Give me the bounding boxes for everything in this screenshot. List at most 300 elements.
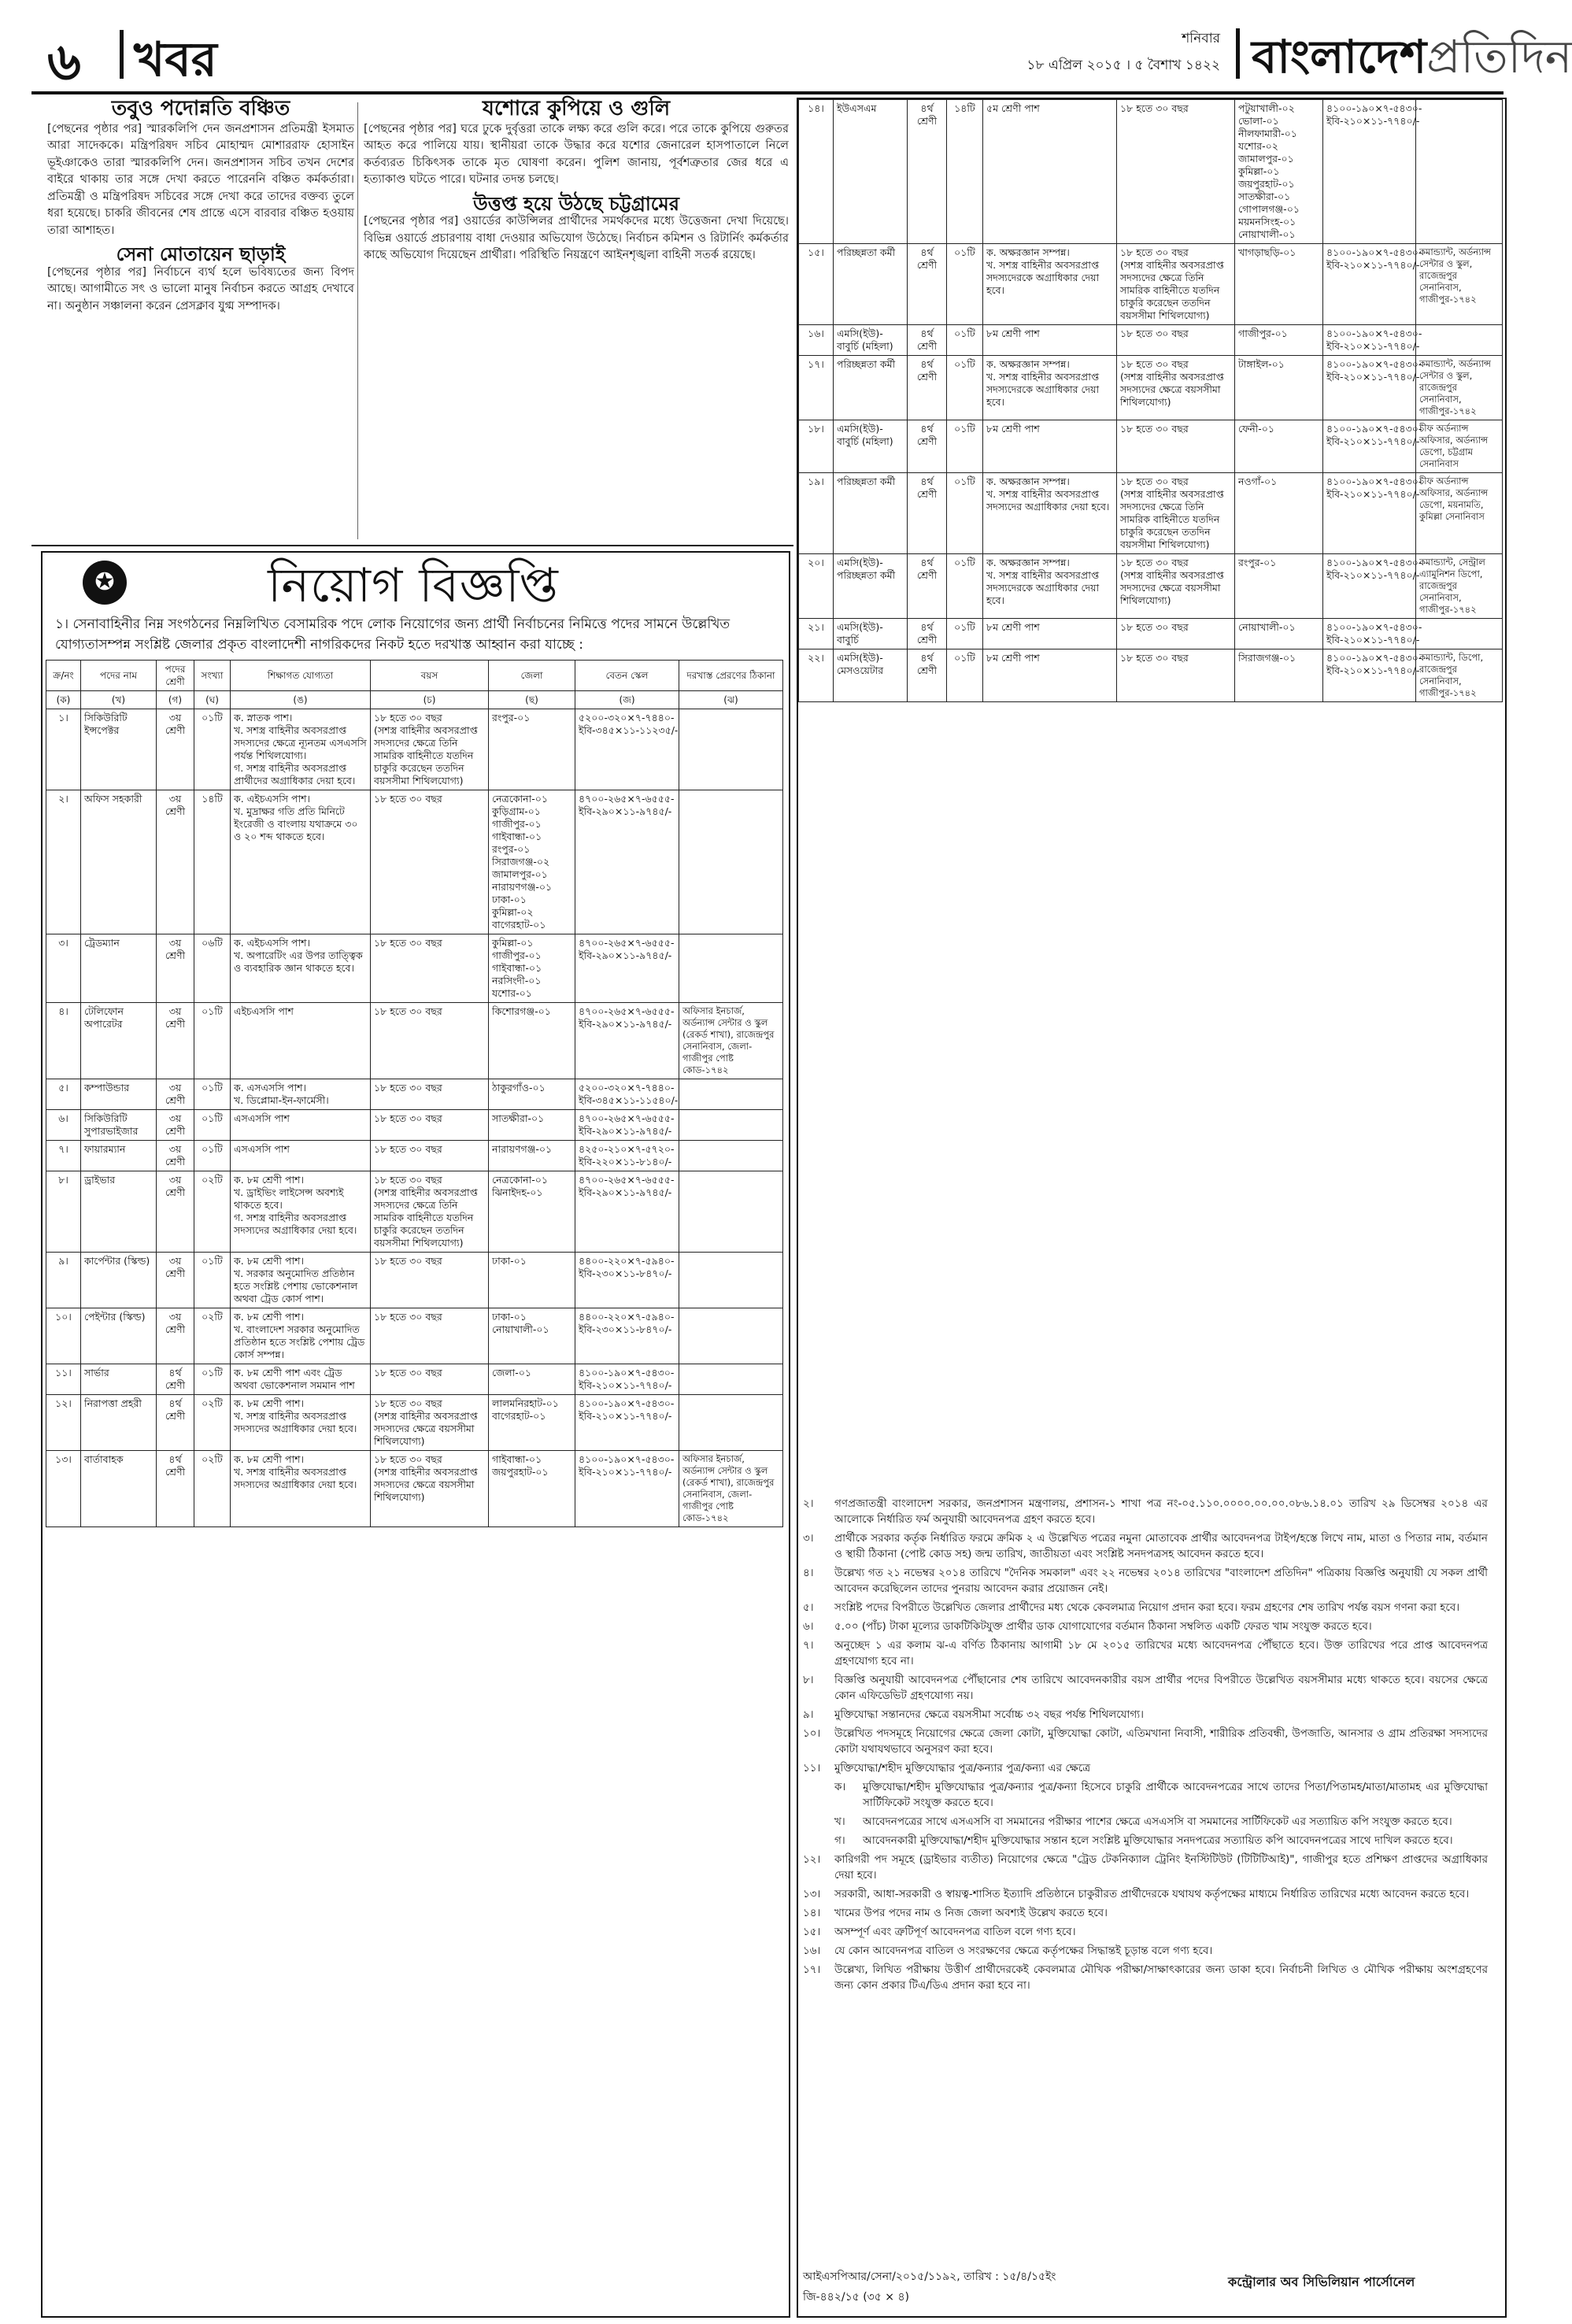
age-cell: ১৮ হতে ৩০ বছর (সশস্ত্র বাহিনীর অবসরপ্রাপ্ত সদস্যদের ক্ষেত্রে বয়সসীমা শিথিলযোগ্য) <box>371 1395 489 1451</box>
pay-scale-cell: ৪৭০০-২৬৫×৭-৬৫৫৫-ইবি-২৯০×১১-৯৭৪৫/- <box>575 934 679 1003</box>
age-cell: ১৮ হতে ৩০ বছর (সশস্ত্র বাহিনীর অবসরপ্রাপ্ত সদস্যদের ক্ষেত্রে তিনি সামরিক বাহিনীতে যতদিন চাকুরি করেছেন ততদিন বয়সসীমা শিথিলযোগ্য) <box>1117 473 1235 554</box>
district-cell: সাতক্ষীরা-০১ <box>489 1110 575 1141</box>
district-cell: নারায়ণগঞ্জ-০১ <box>489 1141 575 1171</box>
post-count-cell: ০২টি <box>194 1451 231 1527</box>
qualification-cell: ক. ৮ম শ্রেণী পাশ। খ. সরকার অনুমোদিত প্রতিষ্ঠান হতে সংশ্লিষ্ট পেশায় ভোকেশনাল অথবা ট্রেড কোর্স পাশ। <box>231 1253 371 1308</box>
pay-scale-cell: ৫২০০-৩২০×৭-৭৪৪০-ইবি-৩৪৫×১১-১১২৩৫/- <box>575 709 679 790</box>
condition-text: বিজ্ঞপ্তি অনুযায়ী আবেদনপত্র পৌঁছানোর শেষ তারিখে আবেদনকারীর বয়স প্রার্থীর পদের বিপরীতে উল্লেখিত বয়সসীমার মধ্যে থাকতে হবে। বয়সের ক্ষেত্রে কোন এফিডেভিট গ্রহণযোগ্য নয়। <box>834 1674 1488 1702</box>
post-name-cell: এমসি(ইউ)-পরিচ্ছন্নতা কর্মী <box>834 554 908 619</box>
table-header-letter: (খ) <box>81 691 157 709</box>
post-name-cell: ড্রাইভার <box>81 1171 157 1253</box>
table-row <box>799 244 1503 325</box>
post-name-cell: অফিস সহকারী <box>81 790 157 934</box>
condition-number: ৬। <box>803 1620 814 1633</box>
condition-text: যে কোন আবেদনপত্র বাতিল ও সংরক্ষণের ক্ষেত্রে কর্তৃপক্ষের সিদ্ধান্তই চূড়ান্ত বলে গণ্য হবে। <box>834 1945 1213 1957</box>
condition-text: উল্লেখিত পদসমূহে নিয়োগের ক্ষেত্রে জেলা কোটা, মুক্তিযোদ্ধা কোটা, এতিমখানা নিবাসী, শারীরিক প্রতিবন্ধী, উপজাতি, আনসার ও গ্রাম প্রতিরক্ষা সদস্যদের কোটা যথাযথভাবে অনুসরণ করা হবে। <box>834 1727 1488 1756</box>
sub-condition-text: মুক্তিযোদ্ধা/শহীদ মুক্তিযোদ্ধার পুত্র/কন্যার পুত্র/কন্যা হিসেবে চাকুরি প্রার্থীকে আবেদনপত্রের সাথে তাদের পিতা/পিতামহ/মাতা/মাতামহ এর মুক্তিযোদ্ধা সার্টিফিকেট সংযুক্ত করতে হবে। <box>863 1781 1488 1809</box>
pay-scale-cell: ৪১০০-১৯০×৭-৫৪৩০-ইবি-২১০×১১-৭৭৪০/- <box>575 1364 679 1395</box>
district-cell: নোয়াখালী-০১ <box>1235 619 1323 649</box>
district-cell: গাইবান্ধা-০১ জয়পুরহাট-০১ <box>489 1451 575 1527</box>
condition-number: ১১। <box>803 1762 821 1774</box>
serial-cell: ১৫। <box>799 244 834 325</box>
news-column-left <box>47 97 354 542</box>
post-count-cell: ০১টি <box>947 356 983 420</box>
condition-text: প্রার্থীকে সরকার কর্তৃক নির্ধারিত ফরমে ক্রমিক ২ এ উল্লেখিত পত্রের নমুনা মোতাবেক প্রার্থীর আবেদনপত্র টাইপ/হস্তে লিখে নাম, মাতা ও পিতার নাম, বর্তমান ও স্থায়ী ঠিকানা (পোষ্ট কোড সহ) জন্ম তারিখ, জাতীয়তা এবং সংশ্লিষ্ট সনদপত্রসহ আবেদন করতে হবে। <box>834 1532 1488 1560</box>
table-row <box>46 1364 783 1395</box>
post-name-cell: ফায়ারম্যান <box>81 1141 157 1171</box>
post-name-cell: এমসি(ইউ)-বাবুর্চি (মহিলা) <box>834 420 908 473</box>
masthead <box>31 16 1572 94</box>
age-cell: ১৮ হতে ৩০ বছর (সশস্ত্র বাহিনীর অবসরপ্রাপ্ত সদস্যদের ক্ষেত্রে বয়সসীমা শিথিলযোগ্য) <box>1117 356 1235 420</box>
post-class-cell: ৩য় শ্রেণী <box>157 790 194 934</box>
condition-number: ৩। <box>803 1532 814 1545</box>
ad-title: নিয়োগ বিজ্ঞপ্তি <box>268 558 559 613</box>
table-header-letter: (চ) <box>371 691 489 709</box>
post-class-cell: ৩য় শ্রেণী <box>157 1141 194 1171</box>
sub-condition-text: আবেদনপত্রের সাথে এসএসসি বা সমমানের পরীক্ষার পাশের ক্ষেত্রে এসএসসি বা সমমানের সার্টিফিকেট এর সত্যায়িত কপি সংযুক্ত করতে হবে। <box>863 1815 1452 1828</box>
condition-number: ২। <box>803 1497 814 1510</box>
news-column-right <box>364 97 789 542</box>
post-count-cell: ০১টি <box>194 1110 231 1141</box>
district-cell: লালমনিরহাট-০১ বাগেরহাট-০১ <box>489 1395 575 1451</box>
brand-divider <box>1236 28 1240 79</box>
condition-item <box>803 1619 1488 1634</box>
page-number: ৬ <box>47 31 81 92</box>
condition-text: সরকারী, আধা-সরকারী ও স্বায়ত্ব-শাসিত ইত্যাদি প্রতিষ্ঠানে চাকুরীরত প্রার্থীদেরকে যথাযথ কর্তৃপক্ষের মাধ্যমে নির্ধারিত তারিখের মধ্যে আবেদন করতে হবে। <box>834 1888 1470 1900</box>
table-header-cell: বয়স <box>371 661 489 691</box>
news-body: [পেছনের পৃষ্ঠার পর] ঘরে ঢুকে দুর্বৃত্তরা তাকে লক্ষ্য করে গুলি করে। পরে তাকে কুপিয়ে গুরুতর আহত করে পালিয়ে যায়। স্থানীয়রা তাকে উদ্ধার করে যশোর জেনারেল হাসপাতালে নিলে কর্তব্যরত চিকিৎসক তাকে মৃত ঘোষণা করেন। পুলিশ জানায়, পূর্বশত্রুতার জের ধরে এ হত্যাকাণ্ড ঘটতে পারে। ঘটনার তদন্ত চলছে। <box>364 122 789 186</box>
address-cell <box>679 1253 783 1308</box>
serial-cell: ১। <box>46 709 81 790</box>
pay-scale-cell: ৪৭০০-২৬৫×৭-৬৫৫৫-ইবি-২৯০×১১-৯৭৪৫/- <box>575 1003 679 1079</box>
post-class-cell: ৪র্থ শ্রেণী <box>908 554 947 619</box>
condition-number: ১০। <box>803 1727 821 1740</box>
post-count-cell: ০১টি <box>194 1253 231 1308</box>
address-cell <box>679 709 783 790</box>
post-class-cell: ৩য় শ্রেণী <box>157 1171 194 1253</box>
post-count-cell: ০২টি <box>194 1308 231 1364</box>
serial-cell: ১৬। <box>799 325 834 356</box>
qualification-cell: ৮ম শ্রেণী পাশ <box>983 420 1117 473</box>
condition-item <box>803 1943 1488 1959</box>
table-header-letter: (জ) <box>575 691 679 709</box>
post-class-cell: ৪র্থ শ্রেণী <box>908 619 947 649</box>
post-count-cell: ০১টি <box>947 244 983 325</box>
issue-day: শনিবার <box>1182 31 1220 46</box>
qualification-cell: ক. অক্ষরজ্ঞান সম্পন্ন। খ. সশস্ত্র বাহিনীর অবসরপ্রাপ্ত সদস্যদের অগ্রাধিকার দেয়া হবে। <box>983 473 1117 554</box>
qualification-cell: ৫ম শ্রেণী পাশ <box>983 100 1117 244</box>
table-row <box>46 1110 783 1141</box>
age-cell: ১৮ হতে ৩০ বছর <box>1117 100 1235 244</box>
post-name-cell: কার্পেন্টার (স্কিল্ড) <box>81 1253 157 1308</box>
qualification-cell: ক. অক্ষরজ্ঞান সম্পন্ন। খ. সশস্ত্র বাহিনীর অবসরপ্রাপ্ত সদস্যদেরকে অগ্রাধিকার দেয়া হবে। <box>983 554 1117 619</box>
district-cell: টাঙ্গাইল-০১ <box>1235 356 1323 420</box>
brand-left: বাংলাদেশ <box>1252 30 1427 83</box>
qualification-cell: ক. অক্ষরজ্ঞান সম্পন্ন। খ. সশস্ত্র বাহিনীর অবসরপ্রাপ্ত সদস্যদেরকে অগ্রাধিকার দেয়া হবে। <box>983 356 1117 420</box>
pay-scale-cell: ৪১০০-১৯০×৭-৫৪৩০-ইবি-২১০×১১-৭৭৪০/- <box>1323 325 1416 356</box>
table-row <box>799 554 1503 619</box>
post-name-cell: পরিচ্ছন্নতা কর্মী <box>834 244 908 325</box>
condition-item <box>803 1707 1488 1723</box>
post-name-cell: ট্রেডম্যান <box>81 934 157 1003</box>
address-cell <box>679 1171 783 1253</box>
qualification-cell: এসএসসি পাশ <box>231 1141 371 1171</box>
table-row <box>46 934 783 1003</box>
condition-item <box>803 1496 1488 1527</box>
condition-number: ৭। <box>803 1639 814 1652</box>
newspaper-logo <box>1252 22 1572 98</box>
post-count-cell: ০২টি <box>194 1171 231 1253</box>
post-class-cell: ৩য় শ্রেণী <box>157 709 194 790</box>
condition-text: মুক্তিযোদ্ধা/শহীদ মুক্তিযোদ্ধার পুত্র/কন্যার পুত্র/কন্যা এর ক্ষেত্রে <box>834 1762 1091 1774</box>
post-count-cell: ০১টি <box>194 1003 231 1079</box>
post-count-cell: ০১টি <box>194 709 231 790</box>
address-cell: কমান্ড্যান্ট, অর্ডন্যান্স সেন্টার ও স্কুল, রাজেন্দ্রপুর সেনানিবাস, গাজীপুর-১৭৪২ <box>1416 244 1503 325</box>
serial-cell: ২। <box>46 790 81 934</box>
district-cell: ঢাকা-০১ নোয়াখালী-০১ <box>489 1308 575 1364</box>
table-header-letter: (ঘ) <box>194 691 231 709</box>
post-class-cell: ৪র্থ শ্রেণী <box>908 420 947 473</box>
district-cell: রংপুর-০১ <box>489 709 575 790</box>
condition-item <box>803 1905 1488 1921</box>
sub-condition-item <box>834 1833 1488 1848</box>
condition-number: ১৬। <box>803 1945 821 1957</box>
pay-scale-cell: ৪৭০০-২৬৫×৭-৬৫৫৫-ইবি-২৯০×১১-৯৭৪৫/- <box>575 1110 679 1141</box>
address-cell <box>679 1395 783 1451</box>
address-cell: কমান্ড্যান্ট, সেন্ট্রাল এ্যামুনিশন ডিপো, রাজেন্দ্রপুর সেনানিবাস, গাজীপুর-১৭৪২ <box>1416 554 1503 619</box>
serial-cell: ৫। <box>46 1079 81 1110</box>
condition-text: উল্লেখ্য গত ২১ নভেম্বর ২০১৪ তারিখে "দৈনিক সমকাল" এবং ২২ নভেম্বর ২০১৪ তারিখের "বাংলাদেশ প্রতিদিন" পত্রিকায় বিজ্ঞপ্তি অনুযায়ী যে সকল প্রার্থী আবেদন করেছিলেন তাদের পুনরায় আবেদন করার প্রয়োজন নেই। <box>834 1567 1488 1595</box>
address-cell: চীফ অর্ডন্যান্স অফিসার, অর্ডন্যান্স ডেপো, চট্টগ্রাম সেনানিবাস <box>1416 420 1503 473</box>
post-name-cell: এমসি(ইউ)-মেসওয়েটার <box>834 649 908 702</box>
news-bottom-rule <box>31 545 793 546</box>
table-row <box>46 1308 783 1364</box>
qualification-cell: ৮ম শ্রেণী পাশ <box>983 325 1117 356</box>
qualification-cell: এইচএসসি পাশ <box>231 1003 371 1079</box>
table-row <box>46 1079 783 1110</box>
qualification-cell: ক. ৮ম শ্রেণী পাশ। খ. সশস্ত্র বাহিনীর অবসরপ্রাপ্ত সদস্যদের অগ্রাধিকার দেয়া হবে। <box>231 1451 371 1527</box>
post-name-cell: ইউএসএম <box>834 100 908 244</box>
table-header-cell: দরখাস্ত প্রেরণের ঠিকানা <box>679 661 783 691</box>
post-class-cell: ৪র্থ শ্রেণী <box>908 325 947 356</box>
condition-number: ৪। <box>803 1567 814 1579</box>
table-header-cell: শিক্ষাগত যোগ্যতা <box>231 661 371 691</box>
serial-cell: ৩। <box>46 934 81 1003</box>
address-cell <box>679 790 783 934</box>
address-cell: অফিসার ইনচার্জ, অর্ডন্যান্স সেন্টার ও স্কুল (রেকর্ড শাখা), রাজেন্দ্রপুর সেনানিবাস, জেলা-গাজীপুর পোষ্ট কোড-১৭৪২ <box>679 1003 783 1079</box>
table-row <box>799 100 1503 244</box>
address-cell <box>1416 100 1503 244</box>
post-name-cell: টেলিফোন অপারেটর <box>81 1003 157 1079</box>
district-cell: ঢাকা-০১ <box>489 1253 575 1308</box>
pay-scale-cell: ৪১০০-১৯০×৭-৫৪৩০-ইবি-২১০×১১-৭৭৪০/- <box>1323 649 1416 702</box>
serial-cell: ১১। <box>46 1364 81 1395</box>
serial-cell: ১০। <box>46 1308 81 1364</box>
news-body: [পেছনের পৃষ্ঠার পর] স্মারকলিপি দেন জনপ্রশাসন প্রতিমন্ত্রী ইসমাত আরা সাদেককে। মন্ত্রিপরিষদ সচিব মোহাম্মদ মোশাররাফ হোসাইন ভূইঞাকেও তারা স্মারকলিপি দেন। জনপ্রশাসন সচিব তখন দেশের বাইরে থাকায় তার সঙ্গে দেখা করতে পারেননি বঞ্চিত কর্মকর্তারা। প্রতিমন্ত্রী ও মন্ত্রিপরিষদ সচিবের সঙ্গে দেখা করে তাদের বক্তব্য তুলে ধরা হয়েছে। চাকরি জীবনের শেষ প্রান্তে এসে বারবার বঞ্চিত হওয়ায় তারা আশাহত। <box>47 122 354 237</box>
table-header-cell: জেলা <box>489 661 575 691</box>
qualification-cell: ক. এইচএসসি পাশ। খ. মুদ্রাক্ষর গতি প্রতি মিনিটে ইংরেজী ও বাংলায় যথাক্রমে ৩০ ও ২০ শব্দ থাকতে হবে। <box>231 790 371 934</box>
district-cell: নওগাঁ-০১ <box>1235 473 1323 554</box>
table-row <box>46 1395 783 1451</box>
ad-signature: কন্ট্রোলার অব সিভিলিয়ান পার্সোনেল <box>1228 2274 1415 2289</box>
serial-cell: ৬। <box>46 1110 81 1141</box>
qualification-cell: ৮ম শ্রেণী পাশ <box>983 619 1117 649</box>
table-header-cell: পদের শ্রেণী <box>157 661 194 691</box>
address-cell <box>679 1110 783 1141</box>
post-name-cell: কম্পাউন্ডার <box>81 1079 157 1110</box>
serial-cell: ৪। <box>46 1003 81 1079</box>
qualification-cell: ক. ৮ম শ্রেণী পাশ এবং ট্রেড অথবা ভোকেশনাল সমমান পাশ <box>231 1364 371 1395</box>
post-name-cell: পেইন্টার (স্কিল্ড) <box>81 1308 157 1364</box>
condition-text: কারিগরী পদ সমূহে (ড্রাইভার ব্যতীত) নিয়োগের ক্ষেত্রে "ট্রেড টেকনিক্যাল ট্রেনিং ইনস্টিটিউট (টিটিটিআই)", গাজীপুর হতে প্রশিক্ষণ প্রাপ্তদের অগ্রাধিকার দেয়া হবে। <box>834 1853 1488 1882</box>
condition-number: ১৭। <box>803 1963 821 1976</box>
condition-number: ১৪। <box>803 1907 821 1919</box>
condition-item <box>803 1565 1488 1597</box>
condition-number: ১২। <box>803 1853 821 1866</box>
sub-condition-number: ক। <box>834 1781 846 1793</box>
condition-item <box>803 1962 1488 1993</box>
post-name-cell: সার্ভার <box>81 1364 157 1395</box>
table-row <box>46 1141 783 1171</box>
pay-scale-cell: ৪১০০-১৯০×৭-৫৪৩০-ইবি-২১০×১১-৭৭৪০/- <box>1323 244 1416 325</box>
serial-cell: ৮। <box>46 1171 81 1253</box>
news-headline: তবুও পদোন্নতি বঞ্চিত <box>111 97 290 120</box>
district-cell: খাগড়াছড়ি-০১ <box>1235 244 1323 325</box>
table-header-cell: ক্র/নং <box>46 661 81 691</box>
age-cell: ১৮ হতে ৩০ বছর (সশস্ত্র বাহিনীর অবসরপ্রাপ্ত সদস্যদের ক্ষেত্রে তিনি সামরিক বাহিনীতে যতদিন চাকুরি করেছেন ততদিন বয়সসীমা শিথিলযোগ্য) <box>371 709 489 790</box>
qualification-cell: ক. ৮ম শ্রেণী পাশ। খ. বাংলাদেশ সরকার অনুমোদিত প্রতিষ্ঠান হতে সংশ্লিষ্ট পেশায় ট্রেড কোর্স সম্পন্ন। <box>231 1308 371 1364</box>
address-cell <box>679 1364 783 1395</box>
serial-cell: ১৯। <box>799 473 834 554</box>
table-header-cell: বেতন স্কেল <box>575 661 679 691</box>
age-cell: ১৮ হতে ৩০ বছর (সশস্ত্র বাহিনীর অবসরপ্রাপ্ত সদস্যদের ক্ষেত্রে বয়সসীমা শিথিলযোগ্য) <box>1117 554 1235 619</box>
post-count-cell: ০১টি <box>194 1141 231 1171</box>
address-cell: কমান্ড্যান্ট, ডিপো, রাজেন্দ্রপুর সেনানিবাস, গাজীপুর-১৭৪২ <box>1416 649 1503 702</box>
serial-cell: ২০। <box>799 554 834 619</box>
news-headline: যশোরে কুপিয়ে ও গুলি <box>482 97 671 120</box>
post-count-cell: ০১টি <box>947 649 983 702</box>
serial-cell: ৭। <box>46 1141 81 1171</box>
age-cell: ১৮ হতে ৩০ বছর <box>1117 325 1235 356</box>
table-row <box>46 1171 783 1253</box>
table-header-letter: (ছ) <box>489 691 575 709</box>
post-class-cell: ৩য় শ্রেণী <box>157 1079 194 1110</box>
table-row <box>46 1451 783 1527</box>
age-cell: ১৮ হতে ৩০ বছর <box>371 1003 489 1079</box>
table-row <box>799 356 1503 420</box>
post-class-cell: ৩য় শ্রেণী <box>157 1308 194 1364</box>
pay-scale-cell: ৪৪০০-২২০×৭-৫৯৪০-ইবি-২৩০×১১-৮৪৭০/- <box>575 1253 679 1308</box>
age-cell: ১৮ হতে ৩০ বছর <box>371 1079 489 1110</box>
condition-item <box>803 1852 1488 1883</box>
age-cell: ১৮ হতে ৩০ বছর <box>1117 420 1235 473</box>
post-class-cell: ৪র্থ শ্রেণী <box>157 1364 194 1395</box>
district-cell: ঠাকুরগাঁও-০১ <box>489 1079 575 1110</box>
post-class-cell: ৩য় শ্রেণী <box>157 1110 194 1141</box>
district-cell: পটুয়াখালী-০২ ভোলা-০১ নীলফামারী-০১ যশোর-০২ জামালপুর-০১ কুমিল্লা-০১ জয়পুরহাট-০১ সাতক্ষীরা-০১ গোপালগঞ্জ-০১ ময়মনসিংহ-০১ নোয়াখালী-০১ <box>1235 100 1323 244</box>
condition-number: ৯। <box>803 1708 814 1721</box>
brand-right: প্রতিদিন <box>1426 30 1572 83</box>
age-cell: ১৮ হতে ৩০ বছর <box>371 1141 489 1171</box>
district-cell: ফেনী-০১ <box>1235 420 1323 473</box>
age-cell: ১৮ হতে ৩০ বছর <box>371 934 489 1003</box>
pay-scale-cell: ৪১০০-১৯০×৭-৫৪৩০-ইবি-২১০×১১-৭৭৪০/- <box>575 1451 679 1527</box>
condition-text: সংশ্লিষ্ট পদের বিপরীতে উল্লেখিত জেলার প্রার্থীদের মধ্য থেকে কেবলমাত্র নিয়োগ প্রদান করা হবে। ফরম গ্রহণের শেষ তারিখ পর্যন্ত বয়স গণনা করা হবে। <box>834 1601 1460 1614</box>
address-cell <box>679 934 783 1003</box>
post-class-cell: ৩য় শ্রেণী <box>157 934 194 1003</box>
post-name-cell: পরিচ্ছন্নতা কর্মী <box>834 473 908 554</box>
table-row <box>799 649 1503 702</box>
condition-number: ৮। <box>803 1674 814 1686</box>
post-class-cell: ৪র্থ শ্রেণী <box>157 1395 194 1451</box>
district-cell: কুমিল্লা-০১ গাজীপুর-০১ গাইবান্ধা-০১ নরসিংদী-০১ যশোর-০১ <box>489 934 575 1003</box>
pay-scale-cell: ৪১০০-১৯০×৭-৫৪৩০-ইবি-২১০×১১-৭৭৪০/- <box>575 1395 679 1451</box>
pay-scale-cell: ৪৪০০-২২০×৭-৫৯৪০-ইবি-২৩০×১১-৮৪৭০/- <box>575 1308 679 1364</box>
condition-item <box>803 1924 1488 1940</box>
serial-cell: ১২। <box>46 1395 81 1451</box>
condition-number: ৫। <box>803 1601 814 1614</box>
post-count-cell: ০১টি <box>947 619 983 649</box>
serial-cell: ১৩। <box>46 1451 81 1527</box>
condition-item <box>803 1600 1488 1615</box>
post-count-cell: ০২টি <box>194 1395 231 1451</box>
district-cell: কিশোরগঞ্জ-০১ <box>489 1003 575 1079</box>
sub-condition-item <box>834 1779 1488 1811</box>
post-class-cell: ৩য় শ্রেণী <box>157 1253 194 1308</box>
serial-cell: ২১। <box>799 619 834 649</box>
post-class-cell: ৪র্থ শ্রেণী <box>908 356 947 420</box>
table-row <box>46 709 783 790</box>
district-cell: নেত্রকোনা-০১ কুড়িগ্রাম-০১ গাজীপুর-০১ গাইবান্ধা-০১ রংপুর-০১ সিরাজগঞ্জ-০২ জামালপুর-০১ নারায়ণগঞ্জ-০১ ঢাকা-০১ কুমিল্লা-০২ বাগেরহাট-০১ <box>489 790 575 934</box>
condition-item <box>803 1726 1488 1757</box>
table-header-letters <box>46 691 783 709</box>
age-cell: ১৮ হতে ৩০ বছর (সশস্ত্র বাহিনীর অবসরপ্রাপ্ত সদস্যদের ক্ষেত্রে তিনি সামরিক বাহিনীতে যতদিন চাকুরি করেছেন ততদিন বয়সসীমা শিথিলযোগ্য) <box>371 1171 489 1253</box>
qualification-cell: ক. এইচএসসি পাশ। খ. অপারেটিং এর উপর তাত্ত্বিক ও ব্যবহারিক জ্ঞান থাকতে হবে। <box>231 934 371 1003</box>
news-body: [পেছনের পৃষ্ঠার পর] নির্বাচনে ব্যর্থ হলে ভবিষ্যতের জন্য বিপদ আছে। আগামীতে সৎ ও ভালো মানুষ নির্বাচন করতে আগ্রহ দেখাবে না। অনুষ্ঠান সঞ্চালনা করেন প্রেসক্লাব যুগ্ম সম্পাদক। <box>47 265 354 313</box>
issue-date: ১৮ এপ্রিল ২০১৫ । ৫ বৈশাখ ১৪২২ <box>1026 57 1220 73</box>
district-cell: রংপুর-০১ <box>1235 554 1323 619</box>
post-class-cell: ৪র্থ শ্রেণী <box>908 244 947 325</box>
sub-condition-item <box>834 1814 1488 1830</box>
post-count-cell: ০১টি <box>947 420 983 473</box>
pay-scale-cell: ৪৭০০-২৬৫×৭-৬৫৫৫-ইবি-২৯০×১১-৯৭৪৫/- <box>575 1171 679 1253</box>
address-cell <box>1416 325 1503 356</box>
post-class-cell: ৪র্থ শ্রেণী <box>908 100 947 244</box>
section-title: খবর <box>134 32 217 87</box>
post-name-cell: বার্তাবাহক <box>81 1451 157 1527</box>
serial-cell: ১৭। <box>799 356 834 420</box>
ad-conditions <box>803 1496 1488 1996</box>
news-headline: উত্তপ্ত হয়ে উঠছে চট্টগ্রামের <box>473 191 679 215</box>
condition-text: খামের উপর পদের নাম ও নিজ জেলা অবশ্যই উল্লেখ করতে হবে। <box>834 1907 1108 1919</box>
qualification-cell: ক. স্নাতক পাশ। খ. সশস্ত্র বাহিনীর অবসরপ্রাপ্ত সদস্যদের ক্ষেত্রে ন্যূনতম এসএসসি পর্যন্ত শিথিলযোগ্য। গ. সশস্ত্র বাহিনীর অবসরপ্রাপ্ত প্রার্থীদের অগ্রাধিকার দেয়া হবে। <box>231 709 371 790</box>
district-cell: সিরাজগঞ্জ-০১ <box>1235 649 1323 702</box>
job-table-right <box>798 99 1503 702</box>
district-cell: জেলা-০১ <box>489 1364 575 1395</box>
age-cell: ১৮ হতে ৩০ বছর <box>1117 619 1235 649</box>
post-name-cell: সিকিউরিটি সুপারভাইজার <box>81 1110 157 1141</box>
post-count-cell: ০৬টি <box>194 934 231 1003</box>
serial-cell: ১৮। <box>799 420 834 473</box>
ad-intro: ১। সেনাবাহিনীর নিম্ন সংগঠনের নিম্নলিখিত বেসামরিক পদে লোক নিয়োগের জন্য প্রার্থী নির্বাচনের নিমিত্তে পদের সামনে উল্লেখিত যোগ্যতাসম্পন্ন সংশ্লিষ্ট জেলার প্রকৃত বাংলাদেশী নাগরিকদের নিকট হতে দরখাস্ত আহ্বান করা যাচ্ছে : <box>55 616 731 653</box>
condition-item <box>803 1530 1488 1562</box>
address-cell: কমান্ড্যান্ট, অর্ডন্যান্স সেন্টার ও স্কুল, রাজেন্দ্রপুর সেনানিবাস, গাজীপুর-১৭৪২ <box>1416 356 1503 420</box>
condition-number: ১৩। <box>803 1888 821 1900</box>
pay-scale-cell: ৪১০০-১৯০×৭-৫৪৩০-ইবি-২১০×১১-৭৭৪০/- <box>1323 356 1416 420</box>
table-row <box>46 790 783 934</box>
post-count-cell: ১৪টি <box>947 100 983 244</box>
condition-item <box>803 1886 1488 1902</box>
table-row <box>799 473 1503 554</box>
post-class-cell: ৪র্থ শ্রেণী <box>157 1451 194 1527</box>
table-row <box>799 325 1503 356</box>
table-row <box>799 420 1503 473</box>
age-cell: ১৮ হতে ৩০ বছর <box>371 1253 489 1308</box>
pay-scale-cell: ৪২৫০-২১০×৭-৫৭২০-ইবি-২২০×১১-৮১৪০/- <box>575 1141 679 1171</box>
address-cell: অফিসার ইনচার্জ, অর্ডন্যান্স সেন্টার ও স্কুল (রেকর্ড শাখা), রাজেন্দ্রপুর সেনানিবাস, জেলা-গাজীপুর পোষ্ট কোড-১৭৪২ <box>679 1451 783 1527</box>
qualification-cell: ৮ম শ্রেণী পাশ <box>983 649 1117 702</box>
table-row <box>799 619 1503 649</box>
pay-scale-cell: ৪৭০০-২৬৫×৭-৬৫৫৫-ইবি-২৯০×১১-৯৭৪৫/- <box>575 790 679 934</box>
table-header-cell: পদের নাম <box>81 661 157 691</box>
news-headline: সেনা মোতায়েন ছাড়াই <box>116 242 286 265</box>
pay-scale-cell: ৫২০০-৩২০×৭-৭৪৪০-ইবি-৩৪৫×১১-১১৫৪০/- <box>575 1079 679 1110</box>
army-emblem-icon: ✪ <box>83 561 127 605</box>
address-cell <box>679 1308 783 1364</box>
pay-scale-cell: ৪১০০-১৯০×৭-৫৪৩০-ইবি-২১০×১১-৭৭৪০/- <box>1323 100 1416 244</box>
condition-item <box>803 1760 1488 1776</box>
condition-text: ৫.০০ (পাঁচ) টাকা মূল্যের ডাকটিকিটযুক্ত প্রার্থীর ডাক যোগাযোগের বর্তমান ঠিকানা সম্বলিত একটি ফেরত খাম সংযুক্ত করতে হবে। <box>834 1620 1372 1633</box>
qualification-cell: ক. ৮ম শ্রেণী পাশ। খ. ড্রাইভিং লাইসেন্স অবশ্যই থাকতে হবে। গ. সশস্ত্র বাহিনীর অবসরপ্রাপ্ত সদস্যদের অগ্রাধিকার দেয়া হবে। <box>231 1171 371 1253</box>
post-name-cell: এমসি(ইউ)-বাবুর্চি <box>834 619 908 649</box>
table-row <box>46 1253 783 1308</box>
age-cell: ১৮ হতে ৩০ বছর <box>371 1364 489 1395</box>
district-cell: নেত্রকোনা-০১ ঝিনাইদহ-০১ <box>489 1171 575 1253</box>
news-body: [পেছনের পৃষ্ঠার পর] ওয়ার্ডের কাউন্সিলর প্রার্থীদের সমর্থকদের মধ্যে উত্তেজনা দেখা দিয়েছে। বিভিন্ন ওয়ার্ডে প্রচারণায় বাধা দেওয়ার অভিযোগ উঠেছে। নির্বাচন কমিশন ও রিটার্নিং কর্মকর্তার কাছে অভিযোগ দিয়েছেন প্রার্থীরা। পরিস্থিতি নিয়ন্ত্রণে আইনশৃঙ্খলা বাহিনী সতর্ক রয়েছে। <box>364 215 789 261</box>
post-name-cell: সিকিউরিটি ইন্সপেক্টর <box>81 709 157 790</box>
ad-reference: আইএসপিআর/সেনা/২০১৫/১১৯২, তারিখ : ১৫/৪/১৫ইং <box>803 2270 1056 2283</box>
post-count-cell: ০১টি <box>947 554 983 619</box>
qualification-cell: ক. অক্ষরজ্ঞান সম্পন্ন। খ. সশস্ত্র বাহিনীর অবসরপ্রাপ্ত সদস্যদেরকে অগ্রাধিকার দেয়া হবে। <box>983 244 1117 325</box>
age-cell: ১৮ হতে ৩০ বছর (সশস্ত্র বাহিনীর অবসরপ্রাপ্ত সদস্যদের ক্ষেত্রে তিনি সামরিক বাহিনীতে যতদিন চাকুরি করেছেন ততদিন বয়সসীমা শিথিলযোগ্য) <box>1117 244 1235 325</box>
district-cell: গাজীপুর-০১ <box>1235 325 1323 356</box>
condition-text: অসম্পূর্ণ এবং ত্রুটিপূর্ণ আবেদনপত্র বাতিল বলে গণ্য হবে। <box>834 1926 1076 1938</box>
pay-scale-cell: ৪১০০-১৯০×৭-৫৪৩০-ইবি-২১০×১১-৭৭৪০/- <box>1323 554 1416 619</box>
age-cell: ১৮ হতে ৩০ বছর (সশস্ত্র বাহিনীর অবসরপ্রাপ্ত সদস্যদের ক্ষেত্রে বয়সসীমা শিথিলযোগ্য) <box>371 1451 489 1527</box>
post-name-cell: নিরাপত্তা প্রহরী <box>81 1395 157 1451</box>
pay-scale-cell: ৪১০০-১৯০×৭-৫৪৩০-ইবি-২১০×১১-৭৭৪০/- <box>1323 619 1416 649</box>
post-class-cell: ৩য় শ্রেণী <box>157 1003 194 1079</box>
post-count-cell: ০১টি <box>194 1079 231 1110</box>
condition-text: অনুচ্ছেদ ১ এর কলাম ঝ-এ বর্ণিত ঠিকানায় আগামী ১৮ মে ২০১৫ তারিখের মধ্যে আবেদনপত্র পৌঁছাতে হবে। উক্ত তারিখের পরে প্রাপ্ত আবেদনপত্র গ্রহণযোগ্য হবে না। <box>834 1639 1488 1667</box>
post-name-cell: এমসি(ইউ)-বাবুর্চি (মহিলা) <box>834 325 908 356</box>
qualification-cell: ক. ৮ম শ্রেণী পাশ। খ. সশস্ত্র বাহিনীর অবসরপ্রাপ্ত সদস্যদের অগ্রাধিকার দেয়া হবে। <box>231 1395 371 1451</box>
post-class-cell: ৪র্থ শ্রেণী <box>908 649 947 702</box>
post-count-cell: ১৪টি <box>194 790 231 934</box>
job-table-left <box>46 660 783 1527</box>
condition-text: মুক্তিযোদ্ধা সন্তানদের ক্ষেত্রে বয়সসীমা সর্বোচ্চ ৩২ বছর পর্যন্ত শিথিলযোগ্য। <box>834 1708 1144 1721</box>
age-cell: ১৮ হতে ৩০ বছর <box>1117 649 1235 702</box>
serial-cell: ২২। <box>799 649 834 702</box>
table-header-letter: (গ) <box>157 691 194 709</box>
sub-condition-number: গ। <box>834 1834 845 1847</box>
table-header-letter: (ঝ) <box>679 691 783 709</box>
ad-code: জি-৪৪২/১৫ (৩৫ × ৪) <box>803 2291 910 2304</box>
pay-scale-cell: ৪১০০-১৯০×৭-৫৪৩০-ইবি-২১০×১১-৭৭৪০/- <box>1323 473 1416 554</box>
serial-cell: ১৪। <box>799 100 834 244</box>
post-count-cell: ০১টি <box>947 325 983 356</box>
sub-condition-text: আবেদনকারী মুক্তিযোদ্ধা/শহীদ মুক্তিযোদ্ধার সন্তান হলে সংশ্লিষ্ট মুক্তিযোদ্ধার সনদপত্রের সত্যায়িত কপি আবেদনপত্রের সাথে দাখিল করতে হবে। <box>863 1834 1453 1847</box>
